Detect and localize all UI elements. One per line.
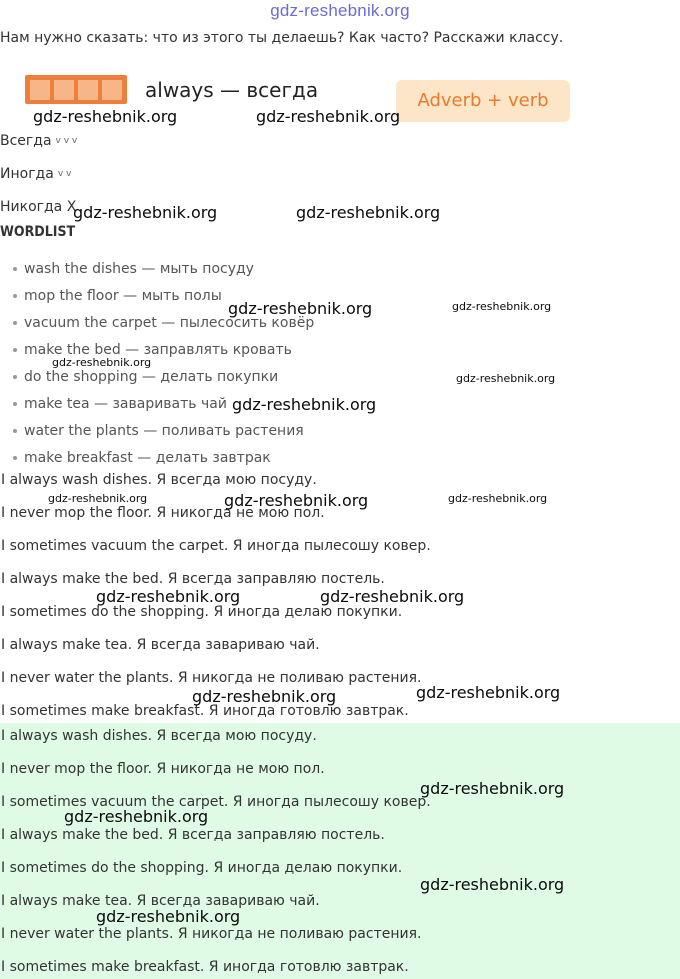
formula-badge: Adverb + verb <box>396 80 570 122</box>
wordlist-item <box>13 450 271 466</box>
answer-line: I sometimes vacuum the carpet. Я иногда пылесошу ковер. <box>1 794 431 810</box>
watermark-text: gdz-reshebnik.org <box>192 687 337 706</box>
watermark-text: gdz-reshebnik.org <box>48 492 148 505</box>
wordlist-item <box>13 261 254 277</box>
adverb-header: always — всегда <box>145 78 319 102</box>
bullet-icon <box>13 267 17 271</box>
frequency-marks: v v <box>57 169 72 179</box>
watermark-text: gdz-reshebnik.org <box>96 587 241 606</box>
sentence-line: I sometimes do the shopping. Я иногда делаю покупки. <box>1 604 403 620</box>
wordlist-item <box>13 369 278 385</box>
wordlist-title: WORDLIST <box>0 224 76 240</box>
frequency-scale-icon <box>25 75 127 104</box>
bullet-icon <box>13 375 17 379</box>
scale-square-icon <box>78 80 98 100</box>
frequency-always <box>0 133 77 149</box>
watermark-text: gdz-reshebnik.org <box>224 491 369 510</box>
wordlist-item-text: vacuum the carpet — пылесосить ковёр <box>24 315 315 331</box>
bullet-icon <box>13 429 17 433</box>
watermark-text: gdz-reshebnik.org <box>96 907 241 926</box>
watermark-text: gdz-reshebnik.org <box>420 779 565 798</box>
frequency-label: Иногда <box>0 166 54 182</box>
wordlist-item <box>13 423 304 439</box>
scale-square-icon <box>102 80 122 100</box>
answer-line: I always make the bed. Я всегда заправляю постель. <box>1 827 385 843</box>
frequency-never <box>0 199 76 215</box>
answer-line: I sometimes make breakfast. Я иногда готовлю завтрак. <box>1 959 409 975</box>
frequency-sometimes <box>0 166 71 182</box>
watermark-text: gdz-reshebnik.org <box>456 372 556 385</box>
sentence-line: I sometimes make breakfast. Я иногда готовлю завтрак. <box>1 703 409 719</box>
watermark-text: gdz-reshebnik.org <box>416 683 561 702</box>
watermark-text: gdz-reshebnik.org <box>448 492 548 505</box>
watermark-text: gdz-reshebnik.org <box>320 587 465 606</box>
bullet-icon <box>13 402 17 406</box>
wordlist-item-text: do the shopping — делать покупки <box>24 369 279 385</box>
answer-line: I always wash dishes. Я всегда мою посуду. <box>1 728 317 744</box>
sentence-line: I never mop the floor. Я никогда не мою пол. <box>1 505 325 521</box>
sentence-line: I sometimes vacuum the carpet. Я иногда пылесошу ковер. <box>1 538 431 554</box>
watermark-text: gdz-reshebnik.org <box>452 300 552 313</box>
answer-line: I never mop the floor. Я никогда не мою пол. <box>1 761 325 777</box>
watermark-text: gdz-reshebnik.org <box>33 107 178 126</box>
scale-square-icon <box>30 80 50 100</box>
frequency-marks: v v v <box>55 136 78 146</box>
scale-square-icon <box>54 80 74 100</box>
bullet-icon <box>13 321 17 325</box>
frequency-marks: X <box>66 199 77 215</box>
answer-line: I sometimes do the shopping. Я иногда делаю покупки. <box>1 860 403 876</box>
watermark-text: gdz-reshebnik.org <box>52 356 152 369</box>
answer-line: I always make tea. Я всегда завариваю чай. <box>1 893 320 909</box>
site-header-watermark[interactable]: gdz-reshebnik.org <box>270 1 410 20</box>
bullet-icon <box>13 294 17 298</box>
frequency-label: Всегда <box>0 133 52 149</box>
wordlist-item-text: wash the dishes — мыть посуду <box>24 261 254 277</box>
wordlist-item <box>13 396 227 412</box>
sentence-line: I always wash dishes. Я всегда мою посуду. <box>1 472 317 488</box>
sentence-line: I always make tea. Я всегда завариваю чай. <box>1 637 320 653</box>
wordlist-item-text: mop the floor — мыть полы <box>24 288 222 304</box>
instruction-text: Нам нужно сказать: что из этого ты делаешь? Как часто? Расскажи классу. <box>0 30 564 46</box>
watermark-text: gdz-reshebnik.org <box>256 107 401 126</box>
wordlist-item-text: water the plants — поливать растения <box>24 423 304 439</box>
watermark-text: gdz-reshebnik.org <box>64 807 209 826</box>
watermark-text: gdz-reshebnik.org <box>420 875 565 894</box>
bullet-icon <box>13 456 17 460</box>
wordlist-item-text: make tea — заваривать чай <box>24 396 227 412</box>
bullet-icon <box>13 348 17 352</box>
watermark-text: gdz-reshebnik.org <box>73 203 218 222</box>
watermark-text: gdz-reshebnik.org <box>232 395 377 414</box>
watermark-text: gdz-reshebnik.org <box>228 299 373 318</box>
wordlist-item <box>13 288 222 304</box>
watermark-text: gdz-reshebnik.org <box>296 203 441 222</box>
sentence-line: I never water the plants. Я никогда не поливаю растения. <box>1 670 422 686</box>
wordlist-item-text: make the bed — заправлять кровать <box>24 342 292 358</box>
sentence-line: I always make the bed. Я всегда заправляю постель. <box>1 571 385 587</box>
frequency-label: Никогда <box>0 199 63 215</box>
answer-line: I never water the plants. Я никогда не поливаю растения. <box>1 926 422 942</box>
wordlist-item-text: make breakfast — делать завтрак <box>24 450 271 466</box>
